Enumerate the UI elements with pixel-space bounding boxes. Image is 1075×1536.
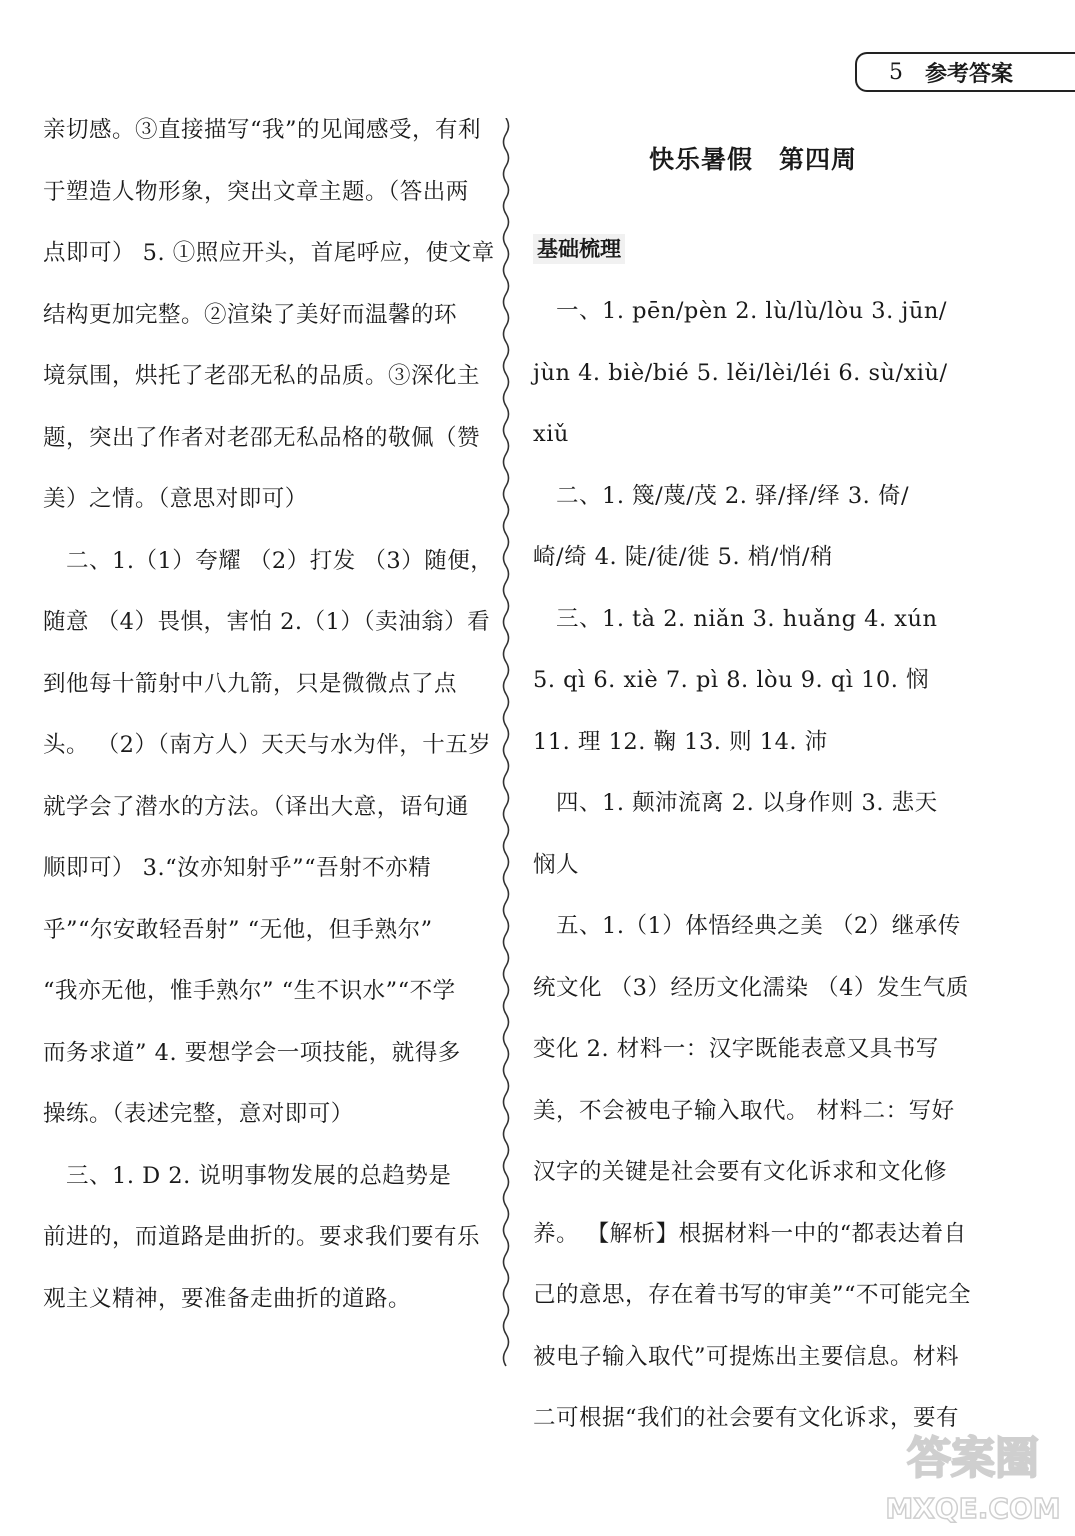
right-line: 己的意思，存在着书写的审美”“不可能完全 xyxy=(533,1282,972,1308)
watermark-text-top: 答案圈 xyxy=(907,1433,1039,1484)
left-column xyxy=(43,100,495,1330)
right-line: 11. 理 12. 鞠 13. 则 14. 沛 xyxy=(533,728,828,755)
left-line: 题，突出了作者对老邵无私品格的敬佩（赞 xyxy=(43,424,481,451)
left-line: 观主义精神，要准备走曲折的道路。 xyxy=(43,1285,412,1312)
left-line: 而务求道” 4. 要想学会一项技能，就得多 xyxy=(43,1039,461,1066)
right-line: 三、1. tà 2. niǎn 3. huǎng 4. xún xyxy=(533,605,938,632)
left-line: 到他每十箭射中八九箭，只是微微点了点 xyxy=(43,670,458,697)
left-line: 点即可） 5. ①照应开头，首尾呼应，使文章 xyxy=(43,240,495,266)
section-title: 快乐暑假 第四周 xyxy=(648,145,857,174)
left-line: 头。 （2）（南方人）天天与水为伴，十五岁 xyxy=(43,732,492,758)
left-line: 顺即可） 3.“汝亦知射乎”“吾射不亦精 xyxy=(43,855,432,881)
left-line: 于塑造人物形象，突出文章主题。（答出两 xyxy=(43,178,469,205)
watermark-text-bottom: MXQE.COM xyxy=(885,1492,1061,1525)
right-line: 美，不会被电子输入取代。 材料二：写好 xyxy=(533,1097,955,1124)
watermark-logo xyxy=(883,1418,1063,1528)
right-line: 悯人 xyxy=(533,851,580,878)
left-line: 随意 （4）畏惧，害怕 2.（1）（卖油翁）看 xyxy=(43,609,491,635)
right-line: 四、1. 颠沛流离 2. 以身作则 3. 悲天 xyxy=(533,790,938,816)
left-line: 三、1. D 2. 说明事物发展的总趋势是 xyxy=(43,1162,452,1189)
left-line: 美）之情。（意思对即可） xyxy=(43,486,308,512)
right-line: 汉字的关键是社会要有文化诉求和文化修 xyxy=(533,1159,948,1185)
right-line: 变化 2. 材料一：汉字既能表意又具书写 xyxy=(533,1036,939,1062)
right-line: 五、1.（1）体悟经典之美 （2）继承传 xyxy=(533,913,961,939)
right-column xyxy=(533,130,973,1450)
right-line: 二、1. 篾/蔑/茂 2. 驿/择/绎 3. 倚/ xyxy=(533,482,910,509)
page-number: 5 xyxy=(889,59,903,85)
column-divider xyxy=(499,118,513,1428)
section-label: 基础梳理 xyxy=(533,234,625,264)
left-line: 乎”“尔安敢轻吾射” “无他，但手熟尔” xyxy=(43,916,433,943)
right-line: xiǔ xyxy=(533,421,569,447)
left-line: 前进的，而道路是曲折的。要求我们要有乐 xyxy=(43,1224,481,1250)
left-line: “我亦无他，惟手熟尔” “生不识水”“不学 xyxy=(43,978,456,1004)
left-line: 亲切感。③直接描写“我”的见闻感受，有利 xyxy=(43,117,482,143)
left-line: 二、1.（1）夸耀 （2）打发 （3）随便， xyxy=(43,547,494,574)
left-line: 操练。（表述完整，意对即可） xyxy=(43,1101,354,1127)
left-line: 就学会了潜水的方法。（译出大意，语句通 xyxy=(43,793,469,820)
right-line: 养。 【解析】根据材料一中的“都表达着自 xyxy=(533,1220,967,1247)
page-header-tab xyxy=(855,52,1075,92)
right-line: 被电子输入取代”可提炼出主要信息。材料 xyxy=(533,1343,960,1370)
right-line: jùn 4. biè/bié 5. lěi/lèi/léi 6. sù/xiù/ xyxy=(533,359,948,386)
header-title: 参考答案 xyxy=(925,61,1014,87)
left-line: 境氛围，烘托了老邵无私的品质。③深化主 xyxy=(43,363,481,389)
right-line: 崎/绮 4. 陡/徒/徙 5. 梢/悄/稍 xyxy=(533,544,833,570)
right-line: 二可根据“我们的社会要有文化诉求，要有 xyxy=(533,1405,960,1431)
right-line: 5. qì 6. xiè 7. pì 8. lòu 9. qì 10. 悯 xyxy=(533,667,930,693)
left-line: 结构更加完整。②渲染了美好而温馨的环 xyxy=(43,301,458,328)
right-line: 一、1. pēn/pèn 2. lù/lù/lòu 3. jūn/ xyxy=(533,298,947,324)
right-line: 统文化 （3）经历文化濡染 （4）发生气质 xyxy=(533,974,969,1001)
